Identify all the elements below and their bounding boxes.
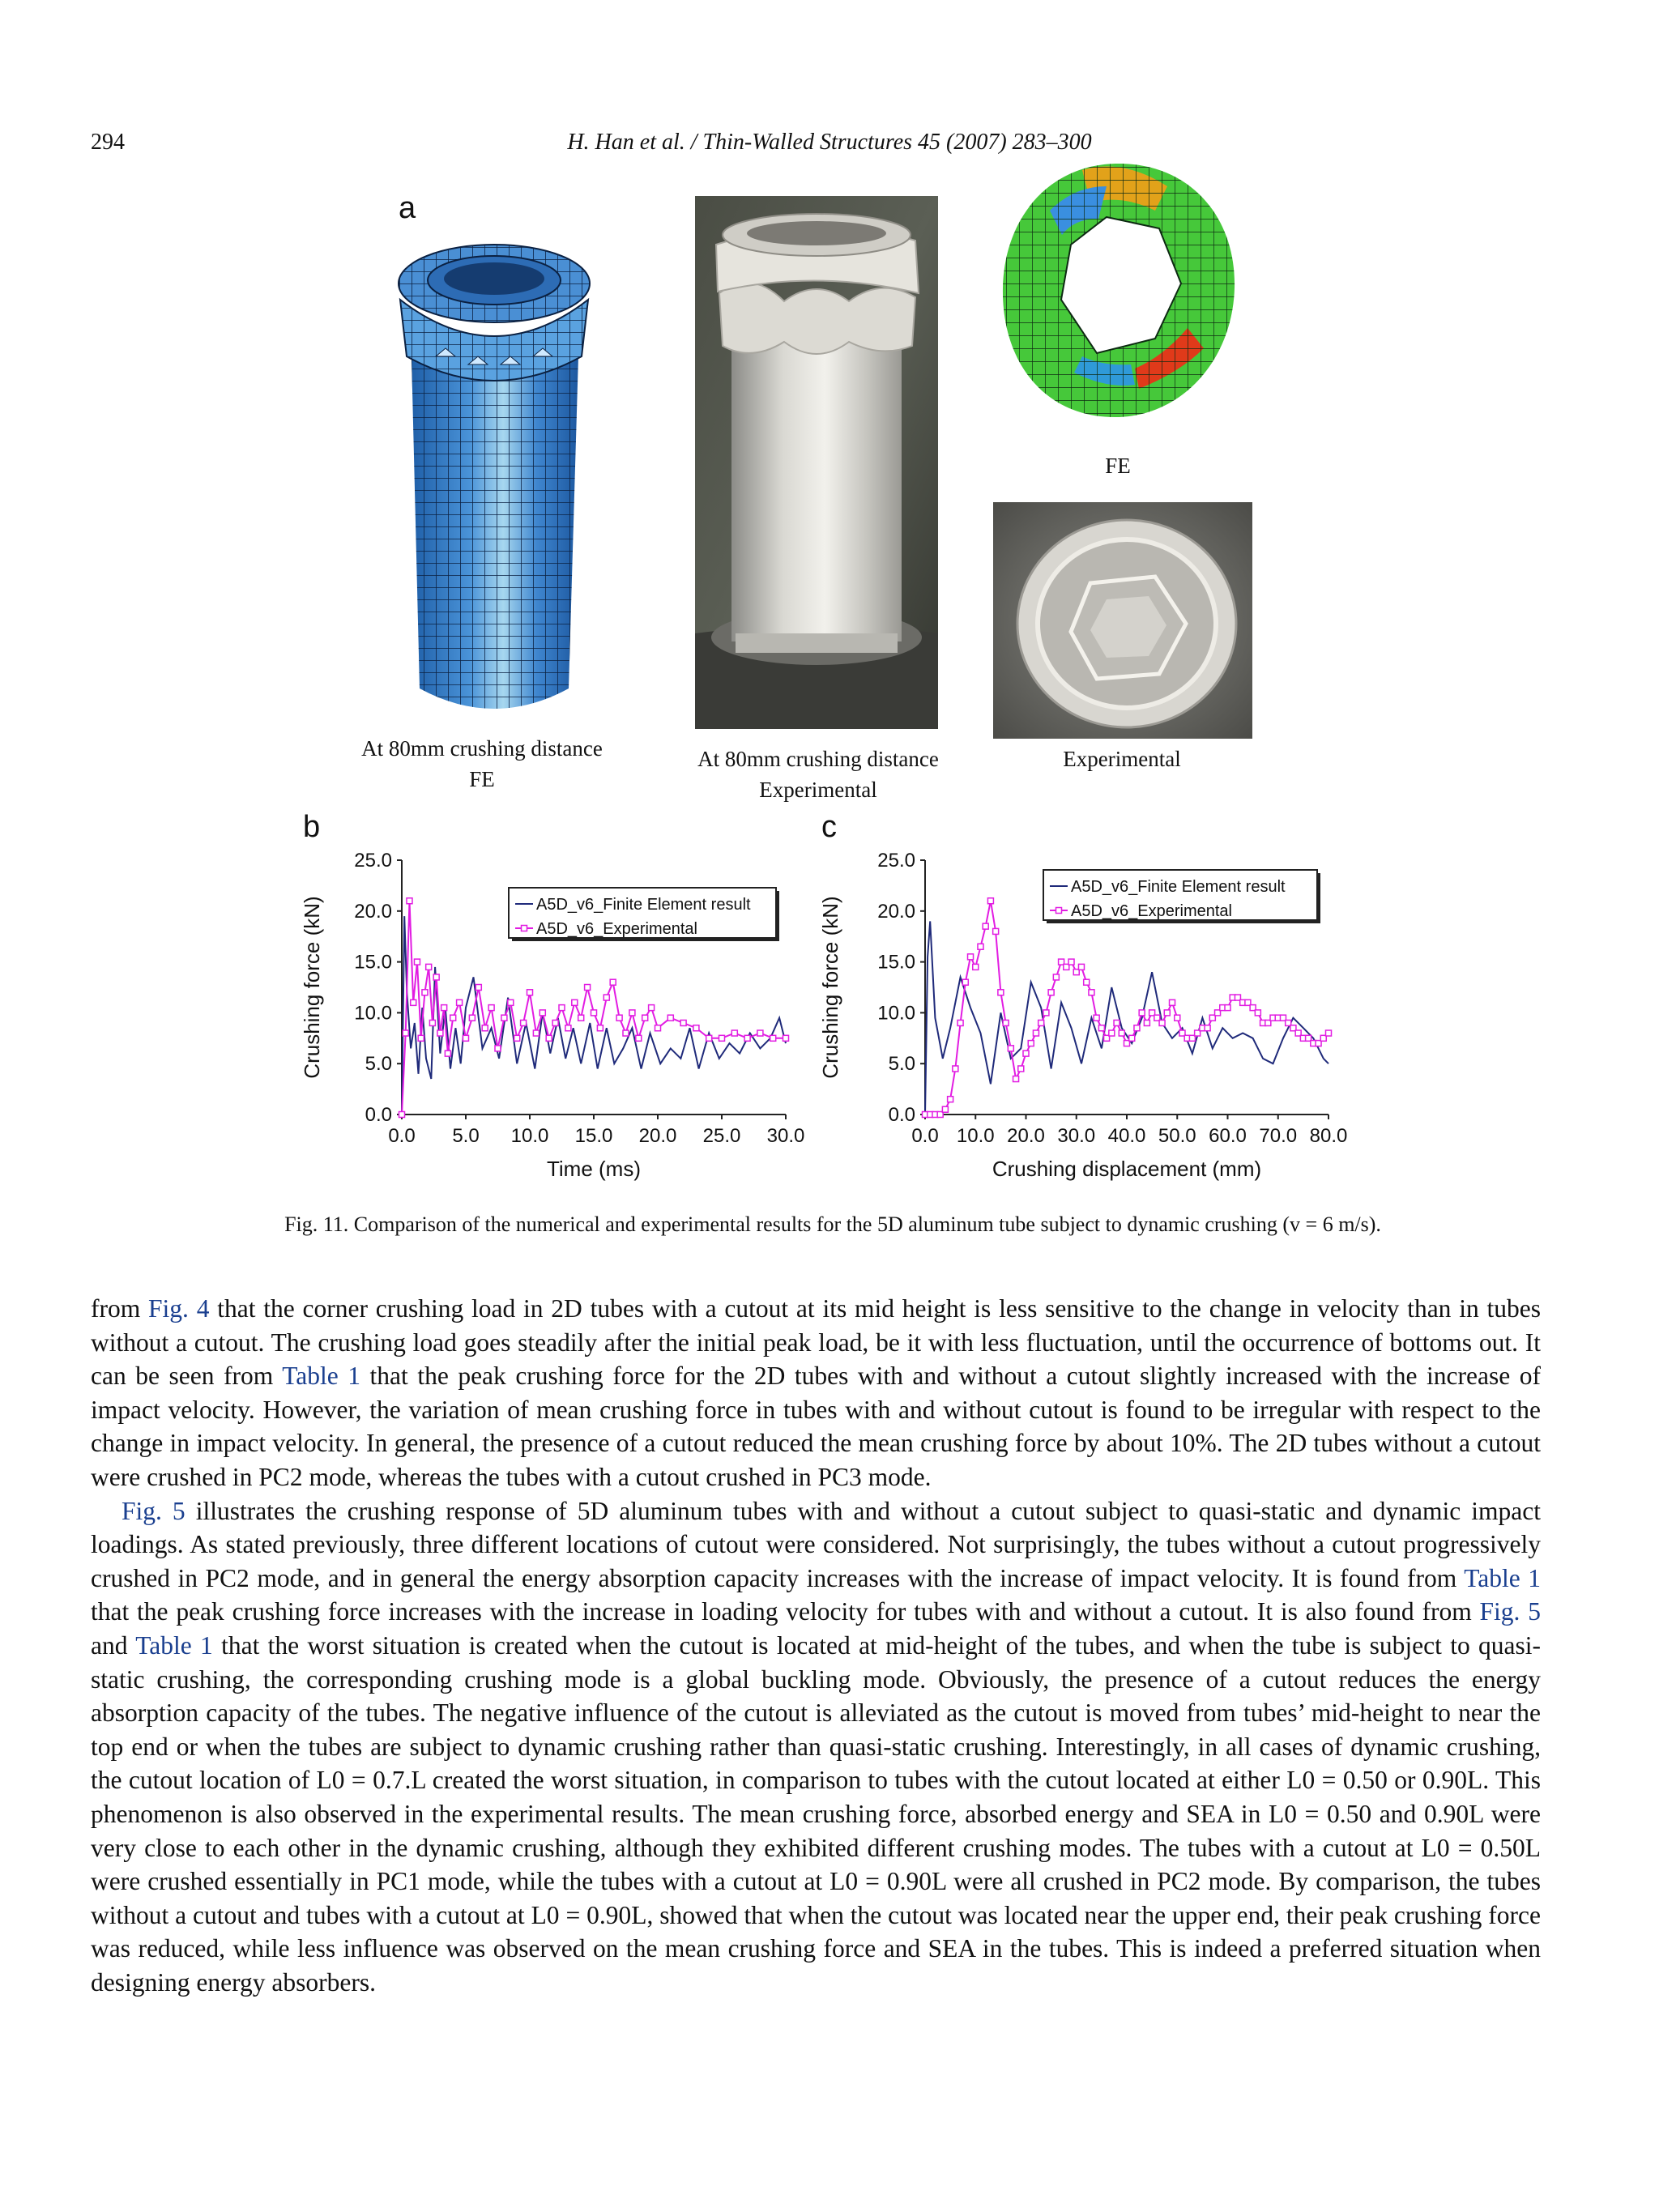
exp-tube-caption-line2: Experimental: [759, 778, 877, 802]
panel-b-label: b: [303, 810, 321, 844]
y-axis-label: Crushing force (kN): [300, 896, 324, 1079]
experimental-data-point: [488, 1005, 494, 1011]
x-tick-label: 70.0: [1259, 1125, 1298, 1147]
experimental-data-point: [667, 1015, 673, 1021]
p1-text-b: that the corner crushing load in 2D tubes with a cutout at its mid height is less sensitive to the change in velocity than in tubes without a cutout. The crushing load goes steadily after the initial peak load, be it with less fluctuation, until the occurrence of bottoms out. It can be seen from: [91, 1294, 1541, 1391]
experimental-data-point: [1043, 1010, 1049, 1016]
experimental-data-point: [495, 1046, 501, 1051]
experimental-data-point: [603, 995, 609, 1000]
chart-b-force-vs-time: [300, 842, 818, 1191]
legend-entry-label: A5D_v6_Finite Element result: [1071, 878, 1286, 896]
experimental-data-point: [422, 990, 428, 995]
experimental-data-point: [1134, 1025, 1140, 1031]
x-tick-label: 20.0: [1007, 1125, 1045, 1147]
paragraph-2: [91, 1494, 1541, 2000]
experimental-data-point: [414, 959, 420, 965]
experimental-data-point: [552, 1020, 558, 1025]
x-tick-label: 60.0: [1209, 1125, 1247, 1147]
x-tick-label: 10.0: [956, 1125, 995, 1147]
experimental-data-point: [1084, 979, 1090, 985]
y-tick-label: 0.0: [888, 1104, 915, 1126]
experimental-data-point: [1326, 1030, 1332, 1036]
legend-marker: [522, 926, 527, 931]
p1-text-c: that the peak crushing force for the 2D tubes with and without a cutout slightly increased with the increase of impact velocity. However, the variation of mean crushing force in tubes with and without cutout is found to be irregular with respect to the change in impact velocity. In general, the presence of a cutout reduced the mean crushing force by about 10%. The 2D tubes without a cutout were crushed in PC2 mode, whereas the tubes with a cutout crushed in PC3 mode.: [91, 1362, 1541, 1491]
fe-series-line: [925, 921, 1328, 1115]
experimental-data-point: [546, 1035, 552, 1041]
experimental-data-point: [948, 1097, 953, 1102]
experimental-data-point: [783, 1035, 789, 1041]
page-number: 294: [91, 130, 125, 155]
experimental-data-point: [770, 1035, 776, 1041]
experimental-data-point: [616, 1015, 622, 1021]
chart-c-force-vs-displacement: [818, 842, 1353, 1191]
experimental-data-point: [1109, 1030, 1115, 1036]
experimental-top-view-photo: [993, 502, 1252, 739]
body-text: [91, 1292, 1541, 1999]
experimental-data-point: [411, 999, 416, 1005]
experimental-data-point: [623, 1030, 629, 1036]
experimental-data-point: [993, 928, 999, 934]
p2-text-d: that the worst situation is created when the cutout is located at mid-height of the tubes, and when the tube is subject to quasi-static crushing, the corresponding crushing mode is a global buckling mode. Obviously, the presence of a cutout reduces the energy absorption capacity of the tubes. The negative influence of the cutout is alleviated as the cutout is moved from tubes’ mid-height to near the top end or when the tubes are subject to dynamic crushing rather than quasi-static crushing. Interestingly, in all cases of dynamic crushing, the cutout location of L0 = 0.7.L created the worst situation, in comparison to tubes with the cutout located at either L0 = 0.50 or 0.90L. This phenomenon is also observed in the experimental results. The mean crushing force, absorbed energy and SEA in L0 = 0.50 and 0.90L were very close to each other in the dynamic crushing, although they exhibited different crushing modes. The tubes with a cutout at L0 = 0.50L were crushed essentially in PC1 mode, while the tubes with a cutout at L0 = 0.90L were all crushed in PC2 mode. By comparison, the tubes without a cutout and tubes with a cutout at L0 = 0.90L, showed that when the cutout was located near the upper end, their peak crushing force was reduced, while less influence was observed on the mean crushing force and SEA in the tubes. This is indeed a preferred situation when designing energy absorbers.: [91, 1630, 1541, 1997]
experimental-data-point: [429, 1020, 435, 1025]
x-tick-label: 30.0: [1057, 1125, 1096, 1147]
exp-top-caption: Experimental: [1063, 747, 1181, 771]
experimental-data-point: [1013, 1076, 1019, 1082]
experimental-data-point: [973, 964, 979, 970]
fe-mesh-tube-image: [387, 235, 601, 724]
experimental-data-point: [521, 1020, 527, 1025]
x-tick-label: 15.0: [574, 1125, 613, 1147]
experimental-data-point: [1028, 1041, 1034, 1046]
experimental-data-point: [482, 1025, 488, 1031]
experimental-data-point: [514, 1035, 520, 1041]
experimental-data-point: [399, 1112, 405, 1118]
experimental-data-point: [1008, 1046, 1013, 1051]
p2-text-b: that the peak crushing force increases with the increase in loading velocity for tubes with and without a cutout. It is also found from: [91, 1597, 1480, 1626]
experimental-data-point: [578, 1015, 584, 1021]
y-tick-label: 5.0: [365, 1053, 392, 1076]
experimental-data-point: [983, 923, 988, 929]
y-tick-label: 5.0: [888, 1053, 915, 1076]
experimental-data-point: [998, 990, 1004, 995]
experimental-data-point: [572, 999, 578, 1005]
experimental-data-point: [987, 898, 993, 904]
experimental-data-point: [1255, 1010, 1260, 1016]
legend-entry-label: A5D_v6_Experimental: [536, 920, 697, 938]
experimental-data-point: [968, 954, 974, 960]
experimental-data-point: [527, 990, 533, 995]
experimental-data-point: [476, 985, 481, 991]
experimental-data-point: [457, 999, 463, 1005]
x-tick-label: 20.0: [638, 1125, 677, 1147]
p2-text-a: illustrates the crushing response of 5D aluminum tubes with and without a cutout subject to quasi-static and dynamic impact loadings. As stated previously, three different locations of cutout were considered. Not surprisingly, the tubes without a cutout progressively crushed in PC2 mode, and in general the energy absorption capacity increases with the increase of impact velocity. It is found from: [91, 1496, 1541, 1592]
x-tick-label: 40.0: [1107, 1125, 1146, 1147]
experimental-data-point: [1033, 1030, 1038, 1036]
ref-fig-4-link[interactable]: Fig. 4: [148, 1294, 210, 1323]
fe-tube-caption: [348, 733, 616, 795]
experimental-data-point: [757, 1030, 763, 1036]
experimental-data-point: [1089, 990, 1094, 995]
experimental-data-point: [445, 1051, 450, 1056]
experimental-data-point: [1114, 1020, 1120, 1025]
x-tick-label: 80.0: [1309, 1125, 1348, 1147]
experimental-data-point: [1159, 1020, 1165, 1025]
legend-marker: [1056, 908, 1062, 914]
x-tick-label: 30.0: [766, 1125, 805, 1147]
x-tick-label: 0.0: [388, 1125, 416, 1147]
experimental-data-point: [407, 898, 412, 904]
experimental-data-point: [731, 1030, 737, 1036]
ref-fig-5-link[interactable]: Fig. 5: [122, 1496, 186, 1525]
ref-table-1-link[interactable]: Table 1: [1464, 1563, 1541, 1592]
experimental-data-point: [437, 1030, 443, 1036]
experimental-data-point: [585, 985, 591, 991]
experimental-data-point: [469, 1015, 475, 1021]
experimental-data-point: [629, 1010, 635, 1016]
experimental-data-point: [649, 1005, 655, 1011]
experimental-data-point: [978, 944, 983, 949]
experimental-data-point: [1018, 1066, 1024, 1072]
y-tick-label: 0.0: [365, 1104, 392, 1126]
fe-tube-caption-line1: At 80mm crushing distance: [361, 736, 603, 761]
ref-table-1-link[interactable]: Table 1: [135, 1630, 213, 1660]
y-tick-label: 10.0: [877, 1002, 915, 1025]
y-tick-label: 10.0: [354, 1002, 392, 1025]
experimental-data-point: [1170, 999, 1175, 1005]
x-tick-label: 5.0: [452, 1125, 480, 1147]
experimental-data-point: [1078, 964, 1084, 970]
experimental-data-point: [433, 974, 439, 980]
experimental-data-point: [597, 1025, 603, 1031]
experimental-data-point: [501, 1015, 507, 1021]
experimental-data-point: [559, 1005, 565, 1011]
fe-tube-caption-line2: FE: [469, 767, 495, 791]
x-tick-label: 0.0: [911, 1125, 939, 1147]
experimental-data-point: [1003, 1020, 1009, 1025]
experimental-tube-photo: [695, 196, 938, 729]
panel-c-label: c: [821, 810, 837, 844]
x-axis-label: Crushing displacement (mm): [992, 1157, 1262, 1181]
experimental-data-point: [463, 1035, 469, 1041]
experimental-data-point: [1164, 1010, 1170, 1016]
experimental-data-point: [957, 1020, 963, 1025]
experimental-data-point: [450, 1015, 456, 1021]
panel-a-label: a: [399, 191, 416, 225]
experimental-series-line: [925, 901, 1328, 1115]
experimental-data-point: [508, 999, 514, 1005]
paragraph-1: [91, 1292, 1541, 1494]
experimental-data-point: [1094, 1015, 1099, 1021]
experimental-data-point: [953, 1066, 958, 1072]
experimental-data-point: [680, 1020, 686, 1025]
p1-text-a: from: [91, 1294, 149, 1323]
ref-fig-5-link[interactable]: Fig. 5: [1479, 1597, 1541, 1626]
experimental-data-point: [1205, 1025, 1210, 1031]
x-tick-label: 50.0: [1158, 1125, 1196, 1147]
exp-tube-caption-line1: At 80mm crushing distance: [697, 747, 939, 771]
experimental-data-point: [636, 1035, 642, 1041]
experimental-data-point: [1129, 1035, 1135, 1041]
experimental-data-point: [1038, 1020, 1044, 1025]
x-tick-label: 10.0: [510, 1125, 549, 1147]
p2-text-c: and: [91, 1630, 136, 1660]
y-tick-label: 25.0: [354, 850, 392, 872]
x-axis-label: Time (ms): [546, 1157, 642, 1181]
running-head: H. Han et al. / Thin-Walled Structures 45 (2007) 283–300: [567, 130, 1092, 155]
fe-top-view-contour-image: [993, 154, 1244, 437]
experimental-data-point: [1053, 974, 1059, 980]
experimental-data-point: [1139, 1010, 1145, 1016]
experimental-data-point: [1098, 1025, 1104, 1031]
figure-caption: Fig. 11. Comparison of the numerical and experimental results for the 5D aluminum tube subject to dynamic crushing (v = 6 m/s).: [284, 1213, 1381, 1236]
experimental-data-point: [1175, 1015, 1180, 1021]
experimental-data-point: [1144, 1020, 1149, 1025]
y-tick-label: 25.0: [877, 850, 915, 872]
experimental-data-point: [655, 1025, 661, 1031]
experimental-data-point: [1048, 990, 1054, 995]
experimental-data-point: [591, 1010, 597, 1016]
y-axis-label: Crushing force (kN): [818, 896, 842, 1079]
experimental-data-point: [565, 1025, 571, 1031]
experimental-data-point: [1225, 1005, 1230, 1011]
experimental-data-point: [533, 1030, 539, 1036]
experimental-data-point: [642, 1015, 648, 1021]
experimental-data-point: [706, 1035, 712, 1041]
experimental-data-point: [693, 1025, 699, 1031]
exp-tube-caption: [680, 744, 956, 805]
experimental-data-point: [441, 1005, 447, 1011]
experimental-data-point: [426, 964, 432, 970]
y-tick-label: 20.0: [354, 900, 392, 923]
experimental-data-point: [744, 1035, 750, 1041]
y-tick-label: 15.0: [877, 951, 915, 974]
experimental-data-point: [1023, 1051, 1029, 1056]
y-tick-label: 20.0: [877, 900, 915, 923]
experimental-data-point: [962, 979, 968, 985]
legend-entry-label: A5D_v6_Finite Element result: [536, 896, 751, 914]
x-tick-label: 25.0: [702, 1125, 741, 1147]
fe-top-caption: FE: [1105, 454, 1131, 478]
experimental-data-point: [539, 1010, 545, 1016]
ref-table-1-link[interactable]: Table 1: [282, 1362, 361, 1391]
legend-entry-label: A5D_v6_Experimental: [1071, 902, 1232, 920]
experimental-data-point: [610, 979, 616, 985]
experimental-data-point: [403, 1030, 408, 1036]
experimental-data-point: [942, 1106, 948, 1112]
experimental-data-point: [719, 1035, 725, 1041]
experimental-data-point: [418, 1035, 424, 1041]
experimental-data-point: [1068, 959, 1074, 965]
y-tick-label: 15.0: [354, 951, 392, 974]
experimental-data-point: [1119, 1030, 1124, 1036]
